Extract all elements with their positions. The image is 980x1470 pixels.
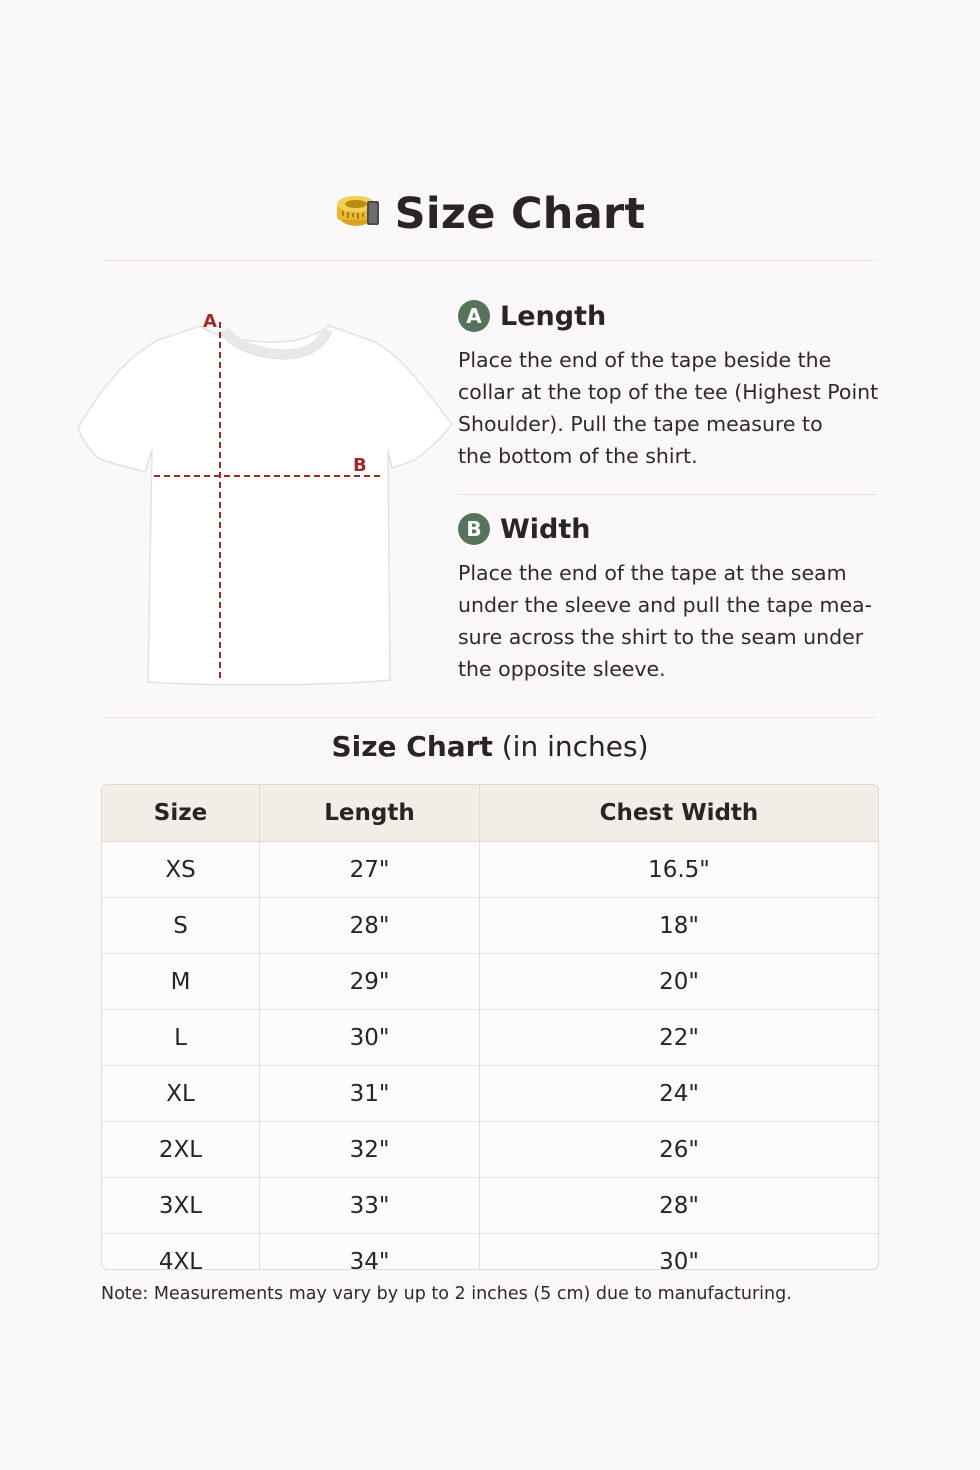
cell-size: M xyxy=(102,954,260,1010)
width-description xyxy=(458,557,918,685)
table-title xyxy=(0,730,980,763)
cell-chest: 20" xyxy=(480,954,879,1010)
table-row xyxy=(102,954,878,1010)
cell-length: 29" xyxy=(260,954,480,1010)
header-chest-width: Chest Width xyxy=(480,785,879,842)
length-line: collar at the top of the tee (Highest Point xyxy=(458,380,879,404)
cell-size: 3XL xyxy=(102,1178,260,1234)
table-row xyxy=(102,842,878,898)
width-section xyxy=(458,509,918,685)
width-title: Width xyxy=(500,513,591,545)
length-section xyxy=(458,296,918,472)
size-table xyxy=(101,784,879,1270)
cell-size: L xyxy=(102,1010,260,1066)
table-row xyxy=(102,1234,878,1271)
cell-length: 30" xyxy=(260,1010,480,1066)
cell-chest: 24" xyxy=(480,1066,879,1122)
width-line: under the sleeve and pull the tape mea- xyxy=(458,593,873,617)
page-title: Size Chart xyxy=(394,189,646,239)
cell-chest: 16.5" xyxy=(480,842,879,898)
tape-measure-icon xyxy=(335,189,381,239)
cell-chest: 28" xyxy=(480,1178,879,1234)
badge-b: B xyxy=(458,513,490,545)
width-line: the opposite sleeve. xyxy=(458,657,666,681)
cell-size: XS xyxy=(165,856,196,883)
cell-length: 33" xyxy=(260,1178,480,1234)
table-row xyxy=(102,898,878,954)
width-line: sure across the shirt to the seam under xyxy=(458,625,864,649)
length-title: Length xyxy=(500,300,607,332)
divider xyxy=(104,717,876,718)
tshirt-diagram xyxy=(70,300,460,700)
table-row xyxy=(102,1066,878,1122)
cell-chest: 18" xyxy=(480,898,879,954)
header-size: Size xyxy=(102,785,260,842)
cell-chest: 22" xyxy=(480,1010,879,1066)
label-b: B xyxy=(353,455,367,476)
cell-size: 2XL xyxy=(102,1122,260,1178)
page-header xyxy=(0,182,980,246)
cell-length: 31" xyxy=(260,1066,480,1122)
section-divider xyxy=(458,494,876,495)
table-title-main: Size Chart xyxy=(331,730,493,763)
cell-length: 34" xyxy=(260,1234,480,1271)
table-title-unit: (in inches) xyxy=(501,730,649,763)
table-row xyxy=(102,1010,878,1066)
cell-chest: 26" xyxy=(480,1122,879,1178)
label-a: A xyxy=(203,311,217,332)
header-length: Length xyxy=(260,785,480,842)
length-line: the bottom of the shirt. xyxy=(458,444,698,468)
table-row xyxy=(102,1122,878,1178)
divider xyxy=(104,260,876,261)
cell-length: 27" xyxy=(260,842,480,898)
table-header-row xyxy=(102,785,878,842)
width-line: Place the end of the tape at the seam xyxy=(458,561,847,585)
table-row xyxy=(102,1178,878,1234)
cell-size: XL xyxy=(102,1066,260,1122)
length-description xyxy=(458,344,918,472)
cell-length: 32" xyxy=(260,1122,480,1178)
footnote: Note: Measurements may vary by up to 2 inches (5 cm) due to manufacturing. xyxy=(101,1284,792,1304)
cell-size: 4XL xyxy=(102,1234,260,1271)
badge-a: A xyxy=(458,300,490,332)
length-line: Shoulder). Pull the tape measure to xyxy=(458,412,823,436)
cell-chest: 30" xyxy=(480,1234,879,1271)
cell-size: S xyxy=(102,898,260,954)
length-line: Place the end of the tape beside the xyxy=(458,348,832,372)
cell-length: 28" xyxy=(260,898,480,954)
